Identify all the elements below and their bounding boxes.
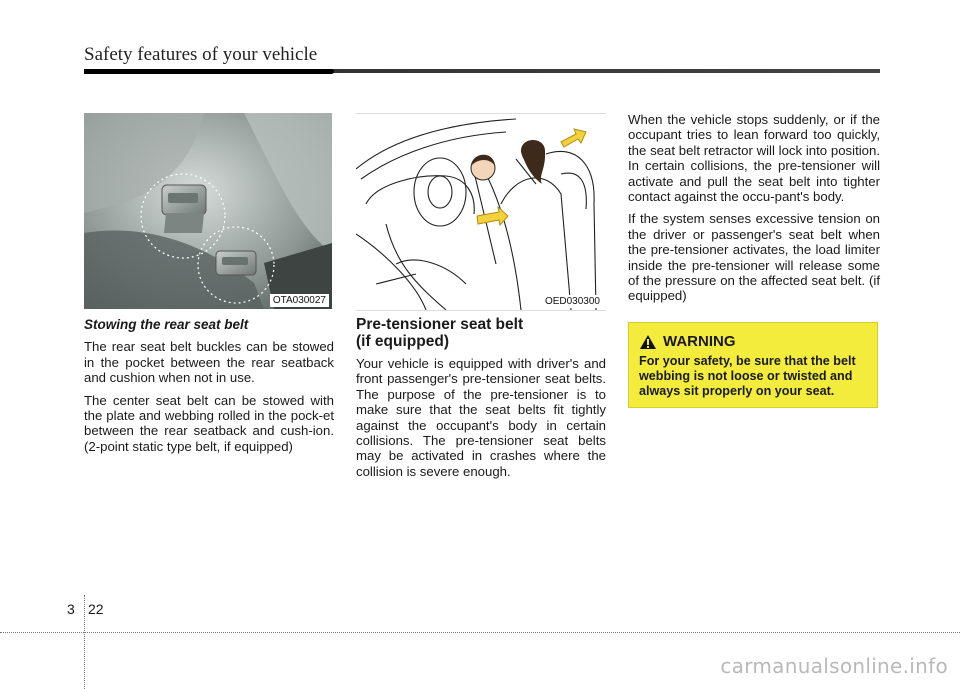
section-subheading: Stowing the rear seat belt [84, 317, 249, 332]
footer-rule [0, 632, 960, 633]
paragraph: If the system senses excessive tension on the driver or passenger's seat belt when the pre-tensioner activates, the load limiter inside the pre-tensioner will release some of the pressure on the affected seat belt. (if equipped) [628, 211, 880, 304]
section-heading [356, 316, 606, 350]
left-column [84, 317, 334, 461]
rear-seat-buckle-illustration [84, 113, 332, 309]
section-heading-line1: Pre-tensioner seat belt [356, 316, 524, 333]
watermark: carmanualsonline.info [720, 654, 948, 678]
page-number: 22 [88, 601, 104, 617]
chapter-number: 3 [67, 601, 75, 617]
paragraph: The rear seat belt buckles can be stowed in the pocket between the rear seatback and cushion when not in use. [84, 339, 334, 386]
image-code-label: OED030300 [542, 295, 603, 308]
section-heading-line2: (if equipped) [356, 333, 449, 350]
warning-box [628, 322, 878, 408]
header-rule-accent [84, 69, 334, 74]
pretensioner-illustration [356, 114, 606, 310]
page-header-title: Safety features of your vehicle [84, 44, 318, 65]
right-column [628, 112, 880, 311]
footer-divider [84, 595, 85, 689]
rear-seat-buckle-image [84, 113, 332, 309]
warning-text: For your safety, be sure that the belt webbing is not loose or twisted and always sit properly on your seat. [639, 354, 856, 398]
paragraph: Your vehicle is equipped with driver's and front passenger's pre-tensioner seat belts. The purpose of the pre-tensioner is to make sure that the seat belts fit tightly against the occupant's body in certain collisions. The pre-tensioner seat belts may be activated in crashes where the collision is severe enough. [356, 356, 606, 479]
warning-title: WARNING [663, 333, 736, 350]
pretensioner-image [356, 113, 606, 311]
warning-header [639, 333, 867, 350]
image-code-label: OTA030027 [270, 294, 329, 307]
paragraph: The center seat belt can be stowed with the plate and webbing rolled in the pock-et between the rear seatback and cush-ion. (2-point static type belt, if equipped) [84, 392, 334, 454]
warning-triangle-icon [639, 334, 657, 350]
paragraph: When the vehicle stops suddenly, or if the occupant tries to lean forward too quickly, the seat belt retractor will lock into position. In certain collisions, the pre-tensioner will activate and pull the seat belt into tighter contact against the occu-pant's body. [628, 112, 880, 205]
middle-column [356, 316, 606, 486]
